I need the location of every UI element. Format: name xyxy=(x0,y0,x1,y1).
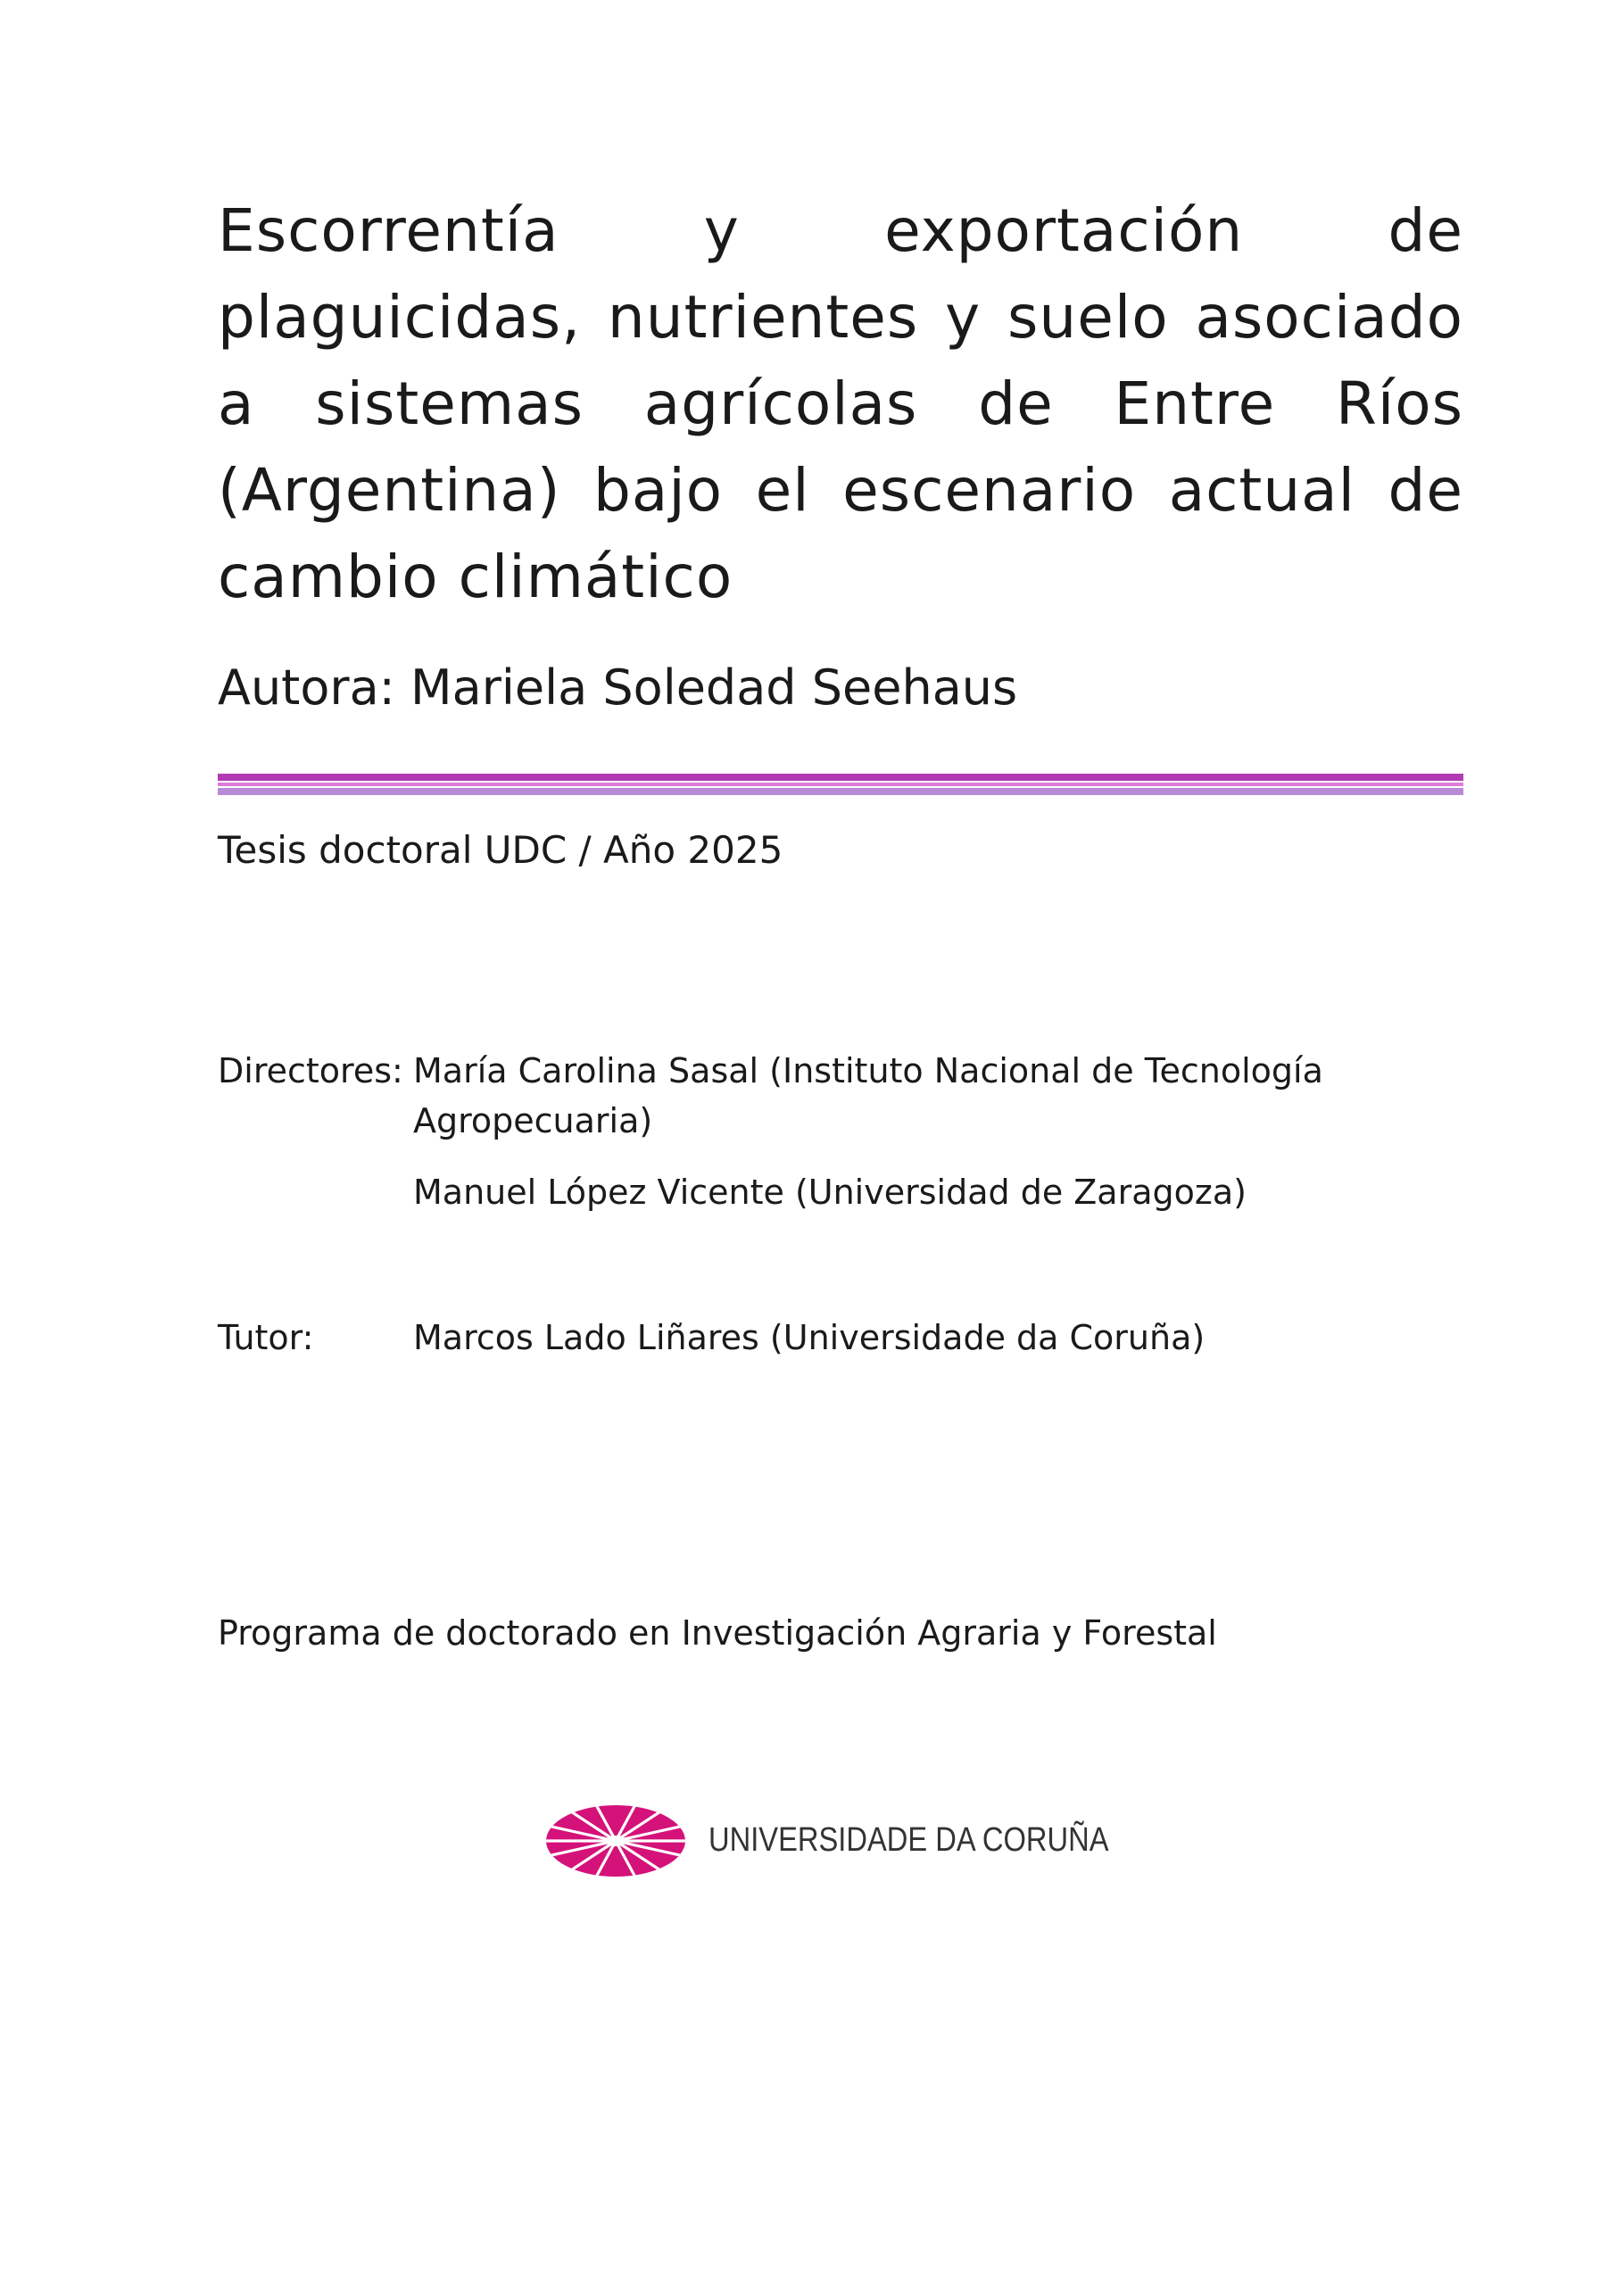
university-name: UNIVERSIDADE DA CORUÑA xyxy=(708,1821,1109,1859)
tutor-label: Tutor: xyxy=(218,1318,314,1357)
program-line: Programa de doctorado en Investigación Agraria y Forestal xyxy=(218,1613,1217,1653)
author-line: Autora: Mariela Soledad Seehaus xyxy=(218,659,1018,716)
rule-bar-top xyxy=(218,774,1463,781)
director-2: Manuel López Vicente (Universidad de Zaragoza) xyxy=(413,1173,1247,1212)
directors-label: Directores: xyxy=(218,1051,403,1090)
director-1-line-2: Agropecuaria) xyxy=(413,1101,653,1140)
udc-emblem-icon xyxy=(544,1803,687,1878)
rule-bar-middle xyxy=(218,783,1463,786)
document-title: Escorrentía y exportación de plaguicidas, nutrientes y suelo asociado a sistemas agrícolas de Entre Ríos (Argentina) bajo el escenario actual de cambio climático xyxy=(218,196,1463,611)
thesis-line: Tesis doctoral UDC / Año 2025 xyxy=(218,828,783,872)
university-logo xyxy=(544,1803,1109,1878)
tutor-name: Marcos Lado Liñares (Universidade da Coruña) xyxy=(413,1318,1206,1357)
director-1-line-1: María Carolina Sasal (Instituto Nacional de Tecnología xyxy=(413,1051,1323,1090)
decorative-rule xyxy=(218,774,1463,795)
rule-bar-bottom xyxy=(218,788,1463,795)
